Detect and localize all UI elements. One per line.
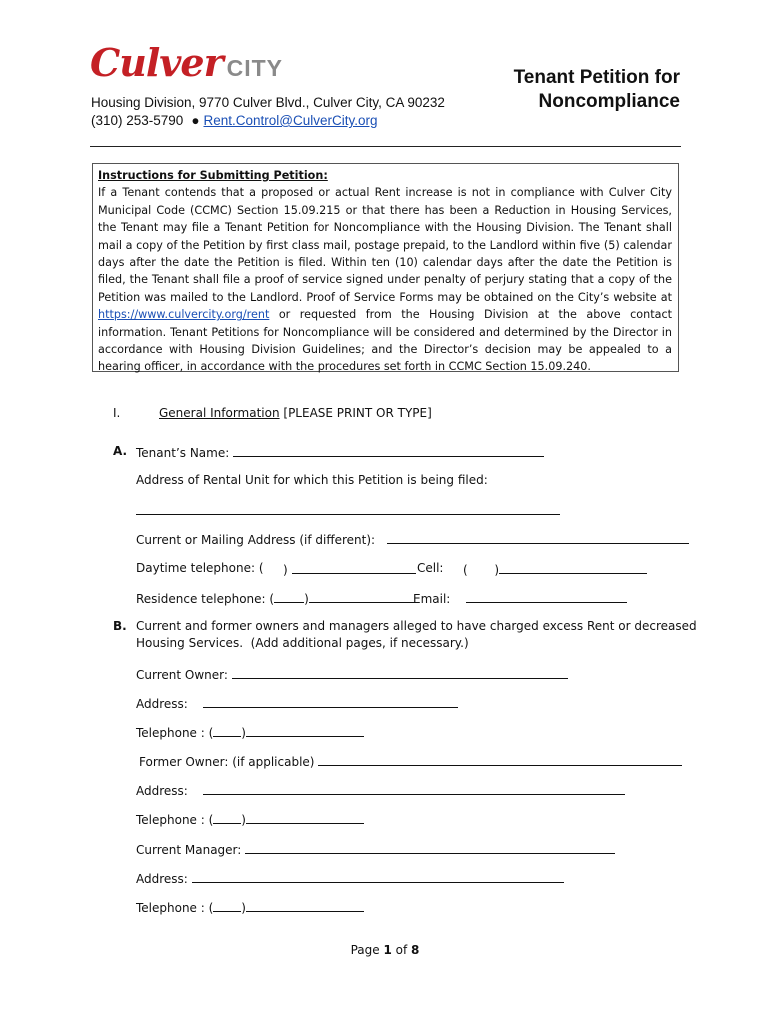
- current-owner-field[interactable]: [232, 666, 568, 679]
- owner-address-label: Address:: [136, 697, 188, 711]
- email-label: Email:: [413, 592, 451, 606]
- part-b-letter: B.: [113, 619, 127, 633]
- section-heading: [159, 406, 432, 420]
- title-line-1: Tenant Petition for: [513, 67, 680, 88]
- culver-city-logo: [90, 40, 283, 85]
- former-owner-telephone-field[interactable]: [246, 811, 364, 824]
- instructions-text-1: If a Tenant contends that a proposed or actual Rent increase is not in compliance with Culver City Municipal Code (CCMC) Section 15.09.215 or that there has been a Reduction in Housing Services, the Tenant may file a Tenant Petition for Noncompliance with the Housing Division. The Tenant shall mail a copy of the Petition by first class mail, postage prepaid, to the Landlord within five (5) calendar days after the date the Petition is filed. Within ten (10) calendar days after the date the Petition is filed, the Tenant shall file a proof of service signed under penalty of perjury stating that a copy of the Petition was mailed to the Landlord. Proof of Service Forms may be obtained on the City’s website at: [98, 186, 672, 304]
- owner-area-code-field[interactable]: [213, 724, 241, 737]
- current-manager-field[interactable]: [245, 841, 615, 854]
- part-b-intro-2: Housing Services. (Add additional pages, if necessary.): [136, 636, 469, 650]
- tenant-name-row: [136, 444, 544, 460]
- mailing-address-field[interactable]: [387, 531, 689, 544]
- page-current: 1: [383, 943, 392, 957]
- page-indicator: [0, 943, 770, 957]
- header-divider: [90, 146, 681, 147]
- mailing-address-label: Current or Mailing Address (if different):: [136, 533, 376, 547]
- part-a-letter: A.: [113, 444, 128, 458]
- page-title: [514, 66, 680, 114]
- daytime-phone-paren: ): [283, 561, 416, 577]
- current-manager-row: [136, 841, 615, 857]
- owner-address-field[interactable]: [203, 695, 458, 708]
- manager-address-field[interactable]: [192, 870, 564, 883]
- rent-website-link[interactable]: https://www.culvercity.org/rent: [98, 308, 270, 322]
- mailing-address-row: [136, 531, 689, 547]
- manager-address-row: [136, 870, 564, 886]
- former-owner-area-code-field[interactable]: [213, 811, 241, 824]
- former-owner-address-field[interactable]: [203, 782, 625, 795]
- current-owner-label: Current Owner:: [136, 668, 228, 682]
- manager-telephone-row: Telephone : ( ): [136, 899, 364, 915]
- current-manager-label: Current Manager:: [136, 843, 242, 857]
- page-total: 8: [411, 943, 420, 957]
- former-owner-telephone-row: Telephone : ( ): [136, 811, 364, 827]
- manager-telephone-label: Telephone : (: [136, 901, 214, 915]
- contact-line: [91, 112, 378, 130]
- rental-address-field[interactable]: [136, 502, 560, 515]
- tenant-name-field[interactable]: [233, 444, 544, 457]
- phone-number: (310) 253-5790: [91, 113, 184, 128]
- instructions-box: [92, 163, 679, 372]
- tenant-name-label: Tenant’s Name:: [136, 446, 230, 460]
- section-numeral: I.: [113, 406, 121, 420]
- email-row: [413, 590, 627, 606]
- rental-address-label: Address of Rental Unit for which this Petition is being filed:: [136, 473, 488, 487]
- owner-telephone-row: Telephone : ( ): [136, 724, 364, 740]
- rental-address-row: [136, 502, 560, 518]
- page-prefix: Page: [350, 943, 384, 957]
- manager-area-code-field[interactable]: [213, 899, 241, 912]
- logo-city-text: CITY: [226, 55, 283, 81]
- owner-telephone-label: Telephone : (: [136, 726, 214, 740]
- residence-phone-label: Residence telephone: (: [136, 592, 275, 606]
- owner-address-row: [136, 695, 458, 711]
- email-link[interactable]: Rent.Control@CulverCity.org: [203, 113, 378, 128]
- former-owner-row: [139, 753, 682, 769]
- current-owner-row: [136, 666, 568, 682]
- former-owner-field[interactable]: [318, 753, 682, 766]
- former-owner-telephone-label: Telephone : (: [136, 813, 214, 827]
- former-owner-label: Former Owner: (if applicable): [139, 755, 315, 769]
- cell-row: ( ): [463, 561, 647, 577]
- cell-label: Cell:: [417, 561, 444, 575]
- housing-division-address: Housing Division, 9770 Culver Blvd., Culver City, CA 90232: [91, 95, 445, 110]
- part-b-intro-1: Current and former owners and managers alleged to have charged excess Rent or decreased: [136, 619, 697, 633]
- email-field[interactable]: [466, 590, 627, 603]
- general-information-heading: General Information: [159, 406, 280, 420]
- logo-culver-text: Culver: [90, 40, 223, 85]
- instructions-heading: Instructions for Submitting Petition:: [98, 169, 328, 182]
- daytime-phone-row: [136, 561, 264, 575]
- owner-telephone-field[interactable]: [246, 724, 364, 737]
- daytime-phone-label: Daytime telephone: (: [136, 561, 264, 575]
- section-heading-note: [PLEASE PRINT OR TYPE]: [279, 406, 432, 420]
- residence-area-code-field[interactable]: [274, 590, 304, 603]
- page-of: of: [391, 943, 412, 957]
- former-owner-address-row: [136, 782, 625, 798]
- former-owner-address-label: Address:: [136, 784, 188, 798]
- title-line-2: Noncompliance: [538, 91, 680, 112]
- manager-address-label: Address:: [136, 872, 188, 886]
- daytime-phone-field[interactable]: [292, 561, 416, 574]
- instructions-text-2: or requested from the Housing Division at the above contact information. Tenant Petitions for Noncompliance will be considered and determined by the Director in accordance with Housing Division Guidelines; and the Director’s decision may be appealed to a hearing officer, in accordance with the procedures set forth in CCMC Section 15.09.240.: [98, 308, 672, 374]
- bullet-icon: ●: [191, 113, 200, 128]
- residence-phone-row: Residence telephone: ( ): [136, 590, 415, 606]
- manager-telephone-field[interactable]: [246, 899, 364, 912]
- residence-phone-field[interactable]: [309, 590, 415, 603]
- cell-field[interactable]: [499, 561, 647, 574]
